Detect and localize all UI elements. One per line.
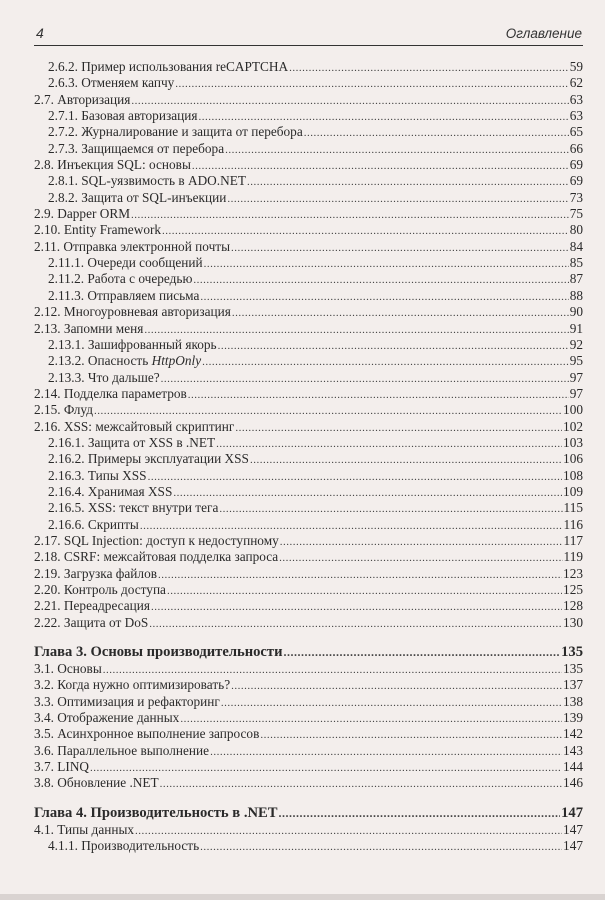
toc-entry-label-text: 2.7.2. Журналирование и защита от перебора [48,124,303,140]
toc-entry-page: 147 [561,804,583,821]
toc-entry[interactable] [34,451,583,467]
toc-entry-label [48,288,199,304]
toc-entry[interactable] [34,710,583,726]
toc-entry-label [34,598,150,614]
leader-dots [219,501,562,516]
toc-entry-label-text: 2.11.3. Отправляем письма [48,287,200,303]
toc-entry-label [34,566,157,582]
leader-dots [202,354,569,369]
toc-entry[interactable] [34,468,583,484]
toc-entry-label-text: 2.8. Инъекция SQL: основы [34,157,191,173]
toc-entry[interactable] [34,222,583,238]
toc-entry-page: 63 [569,108,583,124]
toc-entry-label-text: 2.17. SQL Injection: доступ к недоступному [34,532,279,548]
toc-entry-label-text: 2.16.5. XSS: текст внутри тега [48,500,219,516]
leader-dots [198,109,568,124]
toc-entry[interactable] [34,141,583,157]
toc-entry-label-text: 2.15. Флуд [34,402,93,418]
toc-entry-label-text: 2.18. CSRF: межсайтовая подделка запроса [34,549,279,565]
toc-entry-label-text: 2.13.3. Что дальше? [48,369,160,385]
toc-entry-page: 63 [569,91,583,107]
toc-entry-label-text: 4.1.1. Производительность [48,838,200,854]
leader-dots [148,469,562,484]
toc-entry-page: 59 [569,59,583,74]
toc-entry-page: 108 [563,467,583,483]
table-of-contents [34,59,583,854]
toc-entry-label [48,108,197,124]
toc-entry-page: 135 [563,661,583,677]
toc-entry-label [34,615,148,631]
toc-entry-page: 85 [569,255,583,271]
toc-entry-page: 69 [569,173,583,189]
leader-dots [284,643,561,661]
leader-dots [192,158,569,173]
leader-dots [260,727,562,742]
leader-dots [173,485,562,500]
toc-entry[interactable] [34,726,583,742]
toc-entry-label [48,435,215,451]
toc-entry-page: 109 [563,483,583,499]
toc-entry-label-text: 3.1. Основы [34,661,102,677]
toc-entry-page: 100 [563,402,583,418]
leader-dots [221,695,562,710]
toc-entry-label [34,92,130,108]
toc-entry-page: 97 [569,369,583,385]
toc-entry-page: 117 [563,532,583,548]
toc-entry-label [34,533,279,549]
toc-entry[interactable] [34,386,583,402]
leader-dots [160,776,562,791]
toc-entry-label-text: 2.20. Контроль доступа [34,582,166,597]
toc-entry-label-text: 2.13.1. Зашифрованный якорь [48,336,217,352]
toc-entry[interactable] [34,743,583,759]
toc-entry-label [48,353,201,369]
toc-entry-label-text: 2.9. Dapper ORM [34,206,131,222]
toc-entry-page: 103 [563,434,583,450]
toc-entry-label [48,59,288,75]
leader-dots [235,420,562,435]
toc-entry-label-text: 2.10. Entity Framework [34,222,162,238]
toc-entry-page: 130 [563,614,583,630]
toc-entry-label-text: 2.7.3. Защищаемся от перебора [48,140,225,156]
toc-entry[interactable] [34,124,583,140]
toc-section-chapter-3 [34,661,583,792]
leader-dots [289,60,569,75]
toc-entry[interactable] [34,108,583,124]
leader-dots [247,174,569,189]
toc-entry-label [34,239,230,255]
toc-entry-label-text: 3.4. Отображение данных [34,710,180,726]
toc-entry-label [34,419,234,435]
leader-dots [162,223,569,238]
leader-dots [90,760,562,775]
toc-entry-label [48,370,160,386]
toc-entry-label-text: 2.16.2. Примеры эксплуатации XSS [48,451,249,467]
toc-entry[interactable] [34,838,583,854]
toc-entry-page: 119 [563,549,583,565]
toc-entry-page: 69 [569,157,583,173]
toc-entry[interactable] [34,566,583,582]
toc-entry-page: 135 [561,644,583,661]
toc-entry-page: 142 [563,726,583,742]
toc-entry-page: 84 [569,238,583,254]
toc-entry[interactable] [34,435,583,451]
toc-entry-page: 128 [563,598,583,614]
toc-chapter-4[interactable] [34,804,583,822]
toc-entry[interactable] [34,370,583,386]
toc-entry-label: Глава 3. Основы производительности [34,644,283,661]
toc-entry[interactable] [34,661,583,677]
toc-entry-label [34,661,102,677]
toc-entry[interactable] [34,353,583,369]
toc-entry-label [48,468,147,484]
toc-entry[interactable] [34,288,583,304]
toc-entry-label-text: 2.14. Подделка параметров [34,385,187,401]
leader-dots [135,823,562,838]
toc-entry-label [34,321,143,337]
toc-entry-page: 139 [563,710,583,726]
toc-entry-label-text: 2.13.2. Опасность [48,353,152,369]
leader-dots [200,289,568,304]
toc-entry[interactable] [34,59,583,75]
toc-entry-label-text: 2.16.3. Типы XSS [48,467,147,483]
toc-entry-page: 123 [563,565,583,581]
toc-entry-label-text: 2.16.4. Хранимая XSS [48,483,173,499]
toc-entry[interactable] [34,157,583,173]
toc-entry[interactable] [34,615,583,631]
toc-entry-label [34,759,89,775]
toc-entry-label [34,743,209,759]
toc-entry-label [34,822,134,838]
toc-entry-page: 80 [569,222,583,238]
leader-dots [279,550,562,565]
leader-dots [131,93,568,108]
leader-dots [151,599,562,614]
running-header [34,24,583,46]
toc-entry-label-text: 2.19. Загрузка файлов [34,565,157,581]
leader-dots [131,207,569,222]
leader-dots [103,662,562,677]
toc-entry-page: 138 [563,693,583,709]
toc-entry[interactable] [34,775,583,791]
toc-entry-page: 143 [563,742,583,758]
toc-entry-page: 73 [569,189,583,205]
spacer [34,792,583,804]
toc-entry[interactable] [34,255,583,271]
toc-entry[interactable] [34,419,583,435]
toc-entry[interactable] [34,75,583,91]
toc-entry[interactable] [34,337,583,353]
leader-dots [225,142,569,157]
toc-entry-page: 62 [569,75,583,91]
toc-entry-label [34,549,278,565]
toc-entry[interactable] [34,582,583,598]
toc-entry[interactable] [34,190,583,206]
toc-entry-label-text: 2.21. Переадресация [34,598,150,614]
leader-dots [232,305,569,320]
leader-dots [250,452,562,467]
leader-dots [175,76,568,91]
toc-entry[interactable] [34,271,583,287]
toc-entry-page: 144 [563,759,583,775]
leader-dots [227,191,568,206]
toc-entry-label-text: 4.1. Типы данных [34,821,135,837]
leader-dots [304,125,569,140]
toc-entry[interactable] [34,677,583,693]
toc-entry-label-text: 2.7. Авторизация [34,91,131,107]
leader-dots [193,272,568,287]
toc-entry-label [34,157,191,173]
toc-entry[interactable] [34,533,583,549]
toc-entry-label [48,517,139,533]
toc-entry-page: 90 [569,304,583,320]
toc-entry-label [48,451,249,467]
toc-entry-label [48,75,174,91]
leader-dots [200,839,562,854]
toc-entry-label-text: 3.8. Обновление .NET [34,775,159,791]
toc-entry[interactable] [34,500,583,516]
toc-entry-label-text: 3.7. LINQ [34,759,90,775]
running-title: Оглавление [505,26,582,41]
toc-entry-page: 95 [569,353,583,369]
toc-entry-label [34,386,187,402]
leader-dots [204,256,569,271]
toc-entry-label [48,124,303,140]
toc-entry-page: 115 [563,500,583,516]
toc-section-chapter-2 [34,59,583,631]
toc-entry-label-text: 2.13. Запомни меня [34,320,144,336]
toc-entry-label-text: 2.12. Многоуровневая авторизация [34,304,231,320]
toc-entry-page: 147 [563,821,583,837]
toc-entry-label-text: 3.6. Параллельное выполнение [34,742,210,758]
toc-entry[interactable] [34,206,583,222]
leader-dots [149,616,562,631]
leader-dots [161,371,569,386]
toc-entry-label [34,206,130,222]
toc-entry-label-text: 2.11.1. Очереди сообщений [48,255,203,271]
toc-entry[interactable] [34,239,583,255]
toc-entry-label-text: 2.11. Отправка электронной почты [34,238,230,254]
toc-entry[interactable] [34,694,583,710]
toc-entry[interactable] [34,517,583,533]
toc-entry-label-text: 2.16.1. Защита от XSS в .NET [48,434,216,450]
toc-entry-label: Глава 4. Производительность в .NET [34,804,278,821]
toc-entry-page: 75 [569,206,583,222]
leader-dots [158,567,562,582]
toc-entry-label [48,190,226,206]
toc-entry-label [34,726,259,742]
spacer [34,631,583,643]
toc-entry-label [48,500,218,516]
toc-entry-label-text: 2.11.2. Работа с очередью [48,271,193,287]
toc-entry[interactable] [34,92,583,108]
toc-entry-page: 102 [563,418,583,434]
toc-entry-page: 88 [569,287,583,303]
toc-entry-label-text: 3.3. Оптимизация и рефакторинг [34,693,220,709]
toc-entry-label [48,173,246,189]
toc-entry[interactable] [34,304,583,320]
toc-entry-page: 125 [563,582,583,597]
leader-dots [216,436,562,451]
leader-dots [231,240,569,255]
toc-entry[interactable] [34,822,583,838]
toc-entry-page: 137 [563,677,583,693]
toc-entry-page: 87 [569,271,583,287]
toc-entry-page: 97 [569,385,583,401]
toc-entry-label [48,484,172,500]
leader-dots [218,338,569,353]
toc-entry-label-text: 2.8.2. Защита от SQL-инъекции [48,189,227,205]
toc-entry-label [34,222,161,238]
toc-entry-label [34,694,220,710]
leader-dots [280,534,563,549]
toc-entry[interactable] [34,549,583,565]
toc-entry-label [48,255,203,271]
toc-section-chapter-4 [34,822,583,855]
toc-entry-label-text: 2.16.6. Скрипты [48,516,139,532]
toc-entry-label-text: 2.8.1. SQL-уязвимость в ADO.NET [48,173,246,189]
toc-entry-label [48,337,217,353]
toc-entry-label [34,775,159,791]
leader-dots [144,322,568,337]
toc-entry-label [48,838,199,854]
toc-entry-label-text: 3.5. Асинхронное выполнение запросов [34,726,260,742]
toc-entry-page: 106 [563,451,583,467]
toc-entry-label-text: 2.6.3. Отменяем капчу [48,75,175,91]
page-edge [0,894,605,900]
toc-entry-label [34,677,230,693]
toc-entry[interactable] [34,484,583,500]
toc-entry-label-text: 2.16. XSS: межсайтовый скриптинг [34,418,235,434]
toc-entry[interactable] [34,598,583,614]
toc-entry-label [34,304,231,320]
toc-entry-page: 116 [563,516,583,532]
leader-dots [231,678,562,693]
leader-dots [278,804,560,822]
leader-dots [180,711,562,726]
leader-dots [210,744,562,759]
toc-entry[interactable] [34,759,583,775]
leader-dots [94,403,562,418]
leader-dots [167,583,562,598]
page-number: 4 [36,25,44,41]
toc-entry-page: 146 [563,775,583,791]
toc-entry-page: 91 [569,320,583,336]
toc-entry[interactable] [34,321,583,337]
toc-entry[interactable] [34,402,583,418]
toc-entry-page: 147 [563,838,583,854]
toc-entry-label [34,582,166,598]
toc-entry-label-text: 2.22. Защита от DoS [34,614,149,630]
toc-entry-page: 92 [569,336,583,352]
toc-entry-label-text: 2.6.2. Пример использования reCAPTCHA [48,59,289,74]
toc-entry-page: 66 [569,140,583,156]
toc-entry-label [34,710,179,726]
toc-entry-label [48,141,224,157]
toc-entry-label-italic: HttpOnly [151,353,202,369]
toc-chapter-3[interactable] [34,643,583,661]
toc-entry[interactable] [34,173,583,189]
toc-entry-label-text: 2.7.1. Базовая авторизация [48,108,198,124]
toc-entry-page: 65 [569,124,583,140]
leader-dots [188,387,569,402]
leader-dots [140,518,563,533]
toc-entry-label [48,271,192,287]
toc-entry-label [34,402,93,418]
toc-entry-label-text: 3.2. Когда нужно оптимизировать? [34,677,231,693]
